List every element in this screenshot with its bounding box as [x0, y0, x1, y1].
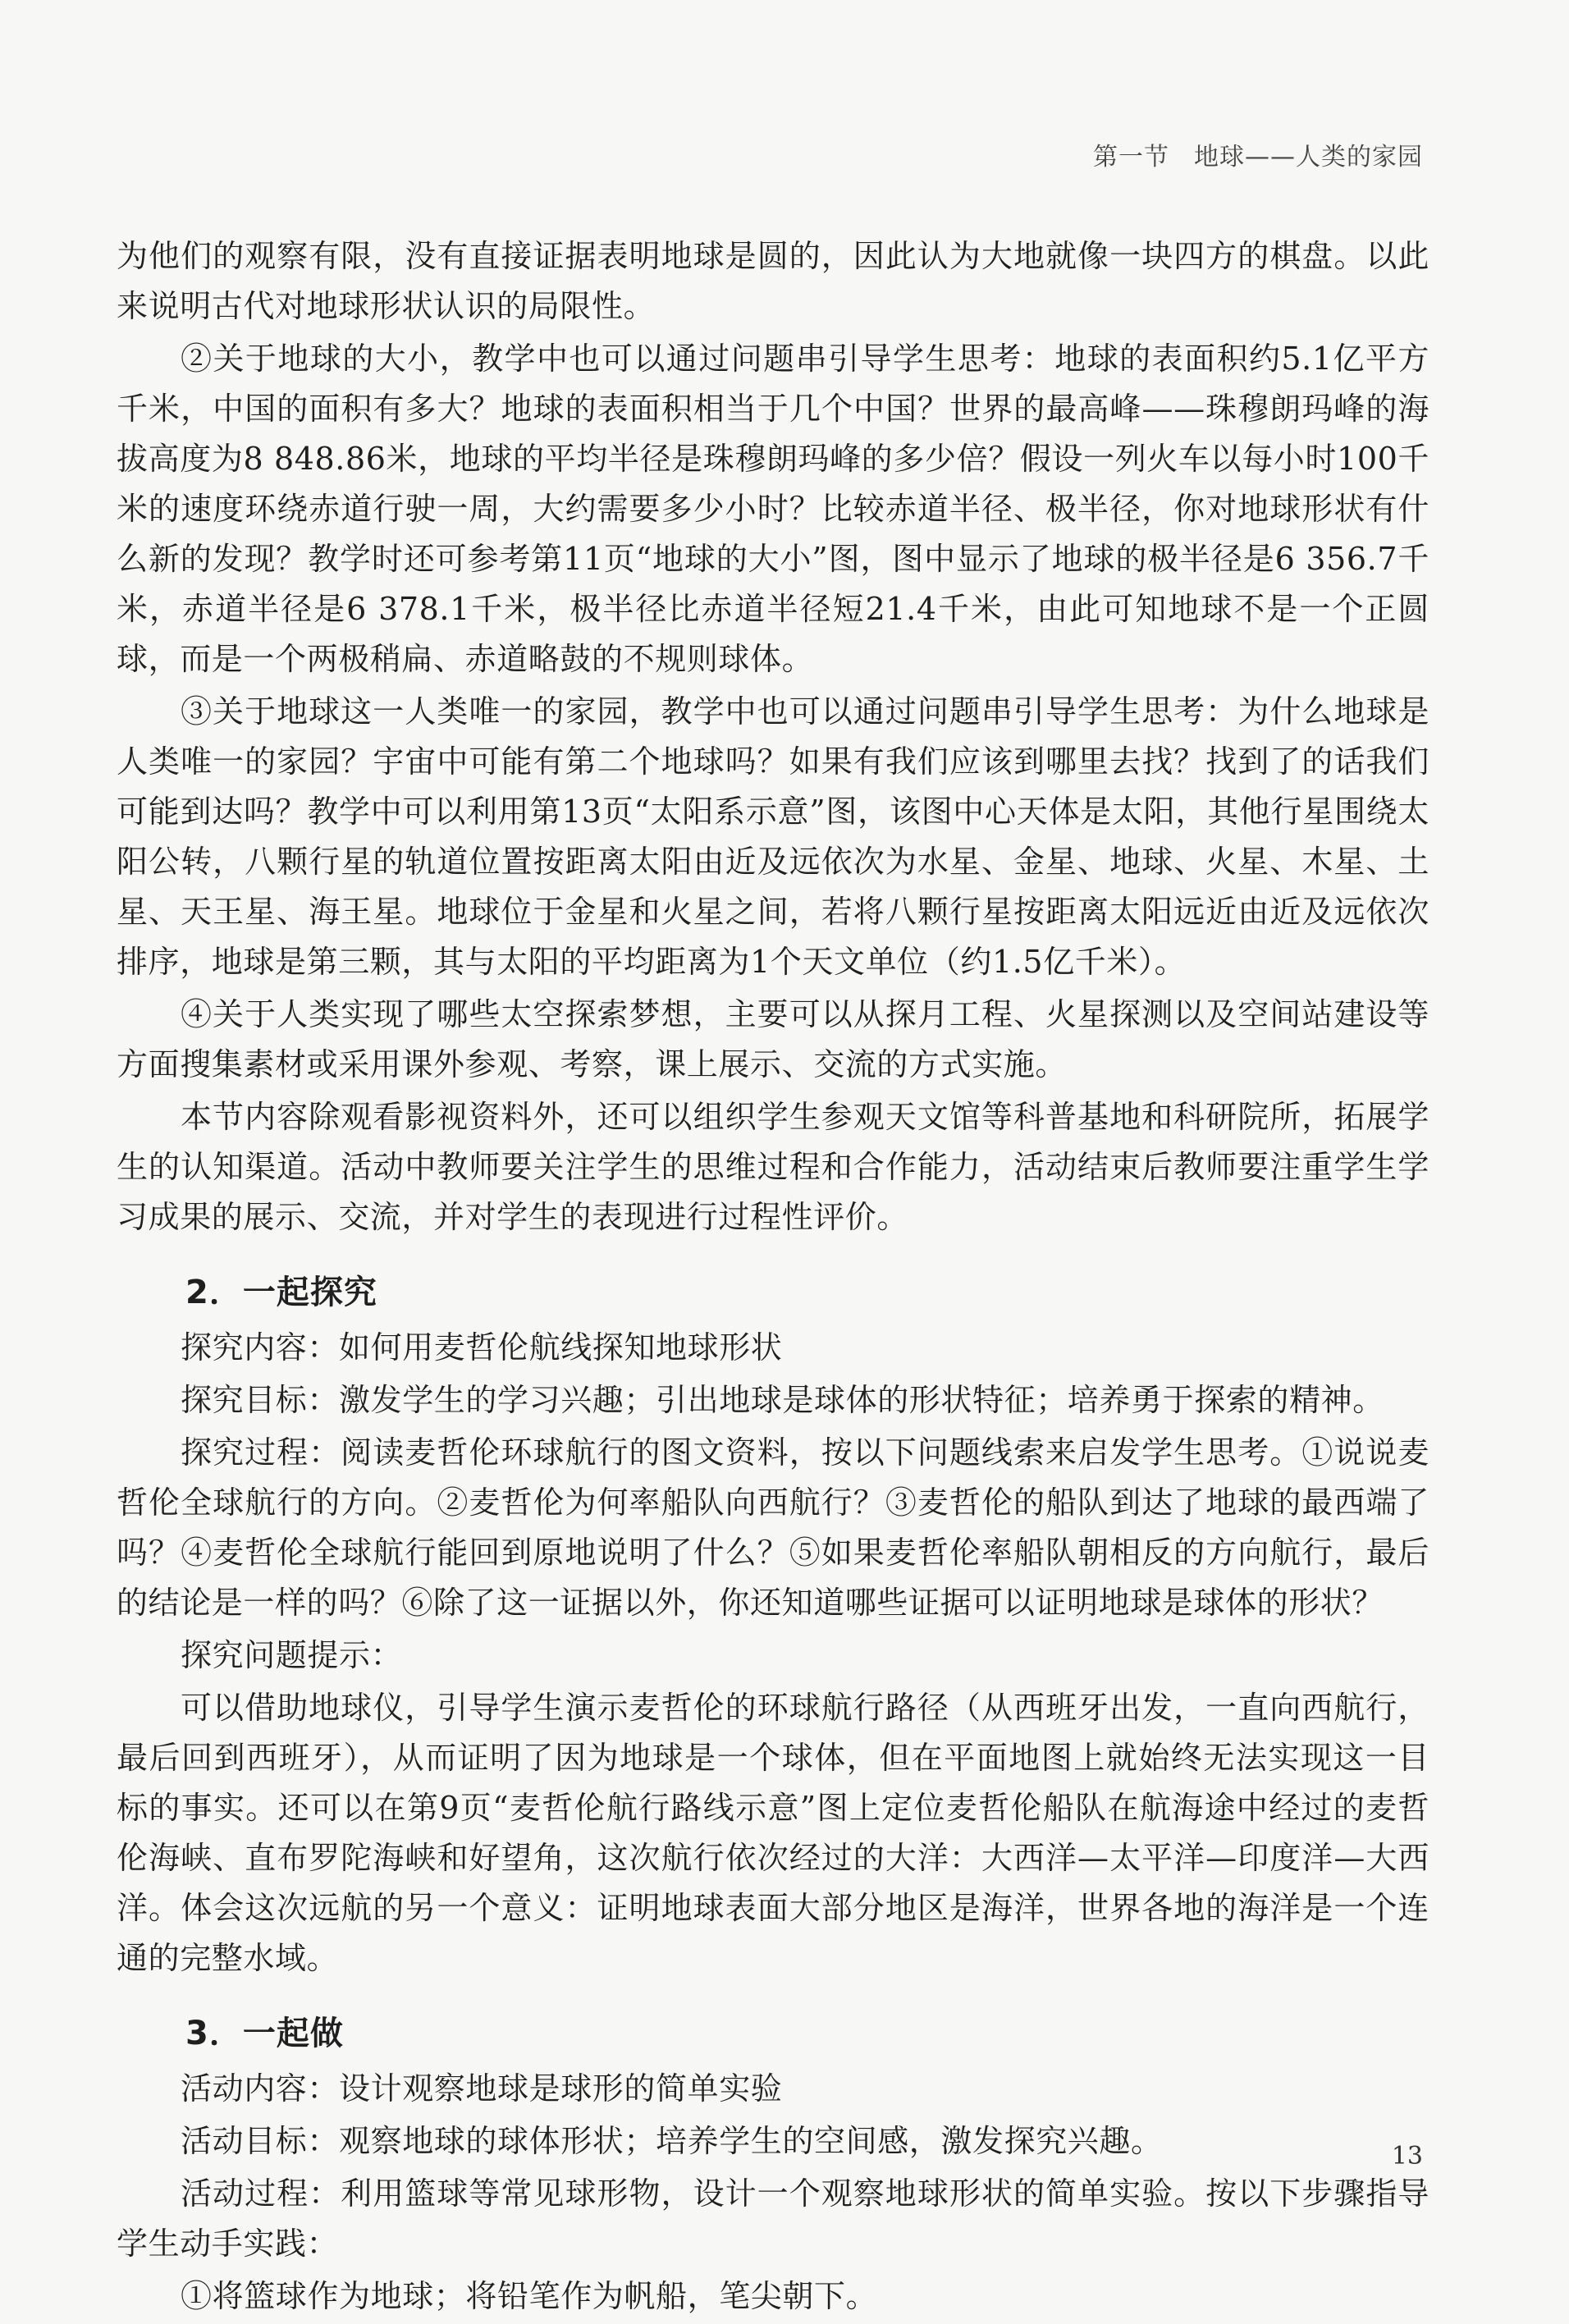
body-paragraph: ③关于地球这一人类唯一的家园，教学中也可以通过问题串引导学生思考：为什么地球是人类唯一的家园？宇宙中可能有第二个地球吗？如果有我们应该到哪里去找？找到了的话我们可能到达吗？教学中可以利用第13页“太阳系示意”图，该图中心天体是太阳，其他行星围绕太阳公转，八颗行星的轨道位置按距离太阳由近及远依次为水星、金星、地球、火星、木星、土星、天王星、海王星。地球位于金星和火星之间，若将八颗行星按距离太阳远近由近及远依次排序，地球是第三颗，其与太阳的平均距离为1个天文单位（约1.5亿千米）。: [117, 693, 1429, 980]
body-paragraph: 活动内容：设计观察地球是球形的简单实验: [181, 2070, 783, 2107]
header-chapter-title: 地球——人类的家园: [1194, 143, 1423, 172]
body-paragraph: 为他们的观察有限，没有直接证据表明地球是圆的，因此认为大地就像一块四方的棋盘。以此来说明古代对地球形状认识的局限性。: [117, 238, 1429, 324]
body-paragraph: 探究问题提示：: [181, 1637, 403, 1673]
body-paragraph: 探究目标：激发学生的学习兴趣；引出地球是球体的形状特征；培养勇于探索的精神。: [181, 1382, 1384, 1418]
page-number: 13: [1391, 2142, 1423, 2171]
body-paragraph: 探究内容：如何用麦哲伦航线探知地球形状: [181, 1329, 783, 1366]
header-section-label: 第一节: [1093, 143, 1169, 172]
body-paragraph: 活动目标：观察地球的球体形状；培养学生的空间感，激发探究兴趣。: [181, 2123, 1163, 2159]
page-body: [117, 231, 1429, 2324]
section-heading-do-together: 3．一起做: [185, 2015, 344, 2052]
section-heading-explore: 2．一起探究: [185, 1274, 377, 1311]
body-paragraph: 可以借助地球仪，引导学生演示麦哲伦的环球航行路径（从西班牙出发，一直向西航行，最后回到西班牙），从而证明了因为地球是一个球体，但在平面地图上就始终无法实现这一目标的事实。还可以在第9页“麦哲伦航行路线示意”图上定位麦哲伦船队在航海途中经过的麦哲伦海峡、直布罗陀海峡和好望角，这次航行依次经过的大洋：大西洋—太平洋—印度洋—大西洋。体会这次远航的另一个意义：证明地球表面大部分地区是海洋，世界各地的海洋是一个连通的完整水域。: [117, 1690, 1429, 1976]
body-paragraph: ④关于人类实现了哪些太空探索梦想，主要可以从探月工程、火星探测以及空间站建设等方面搜集素材或采用课外参观、考察，课上展示、交流的方式实施。: [117, 996, 1429, 1082]
body-paragraph: ①将篮球作为地球；将铅笔作为帆船，笔尖朝下。: [181, 2278, 878, 2314]
body-paragraph: 活动过程：利用篮球等常见球形物，设计一个观察地球形状的简单实验。按以下步骤指导学生动手实践：: [117, 2175, 1429, 2262]
body-paragraph: 探究过程：阅读麦哲伦环球航行的图文资料，按以下问题线索来启发学生思考。①说说麦哲伦全球航行的方向。②麦哲伦为何率船队向西航行？③麦哲伦的船队到达了地球的最西端了吗？④麦哲伦全球航行能回到原地说明了什么？⑤如果麦哲伦率船队朝相反的方向航行，最后的结论是一样的吗？⑥除了这一证据以外，你还知道哪些证据可以证明地球是球体的形状？: [117, 1434, 1429, 1621]
body-paragraph: 本节内容除观看影视资料外，还可以组织学生参观天文馆等科普基地和科研院所，拓展学生的认知渠道。活动中教师要关注学生的思维过程和合作能力，活动结束后教师要注重学生学习成果的展示、交流，并对学生的表现进行过程性评价。: [117, 1099, 1429, 1235]
running-header: [1093, 136, 1423, 172]
body-paragraph: ②关于地球的大小，教学中也可以通过问题串引导学生思考：地球的表面积约5.1亿平方千米，中国的面积有多大？地球的表面积相当于几个中国？世界的最高峰——珠穆朗玛峰的海拔高度为8 848.86米，地球的平均半径是珠穆朗玛峰的多少倍？假设一列火车以每小时100千米的速度环绕赤道行驶一周，大约需要多少小时？比较赤道半径、极半径，你对地球形状有什么新的发现？教学时还可参考第11页“地球的大小”图，图中显示了地球的极半径是6 356.7千米，赤道半径是6 378.1千米，极半径比赤道半径短21.4千米，由此可知地球不是一个正圆球，而是一个两极稍扁、赤道略鼓的不规则球体。: [117, 341, 1429, 677]
